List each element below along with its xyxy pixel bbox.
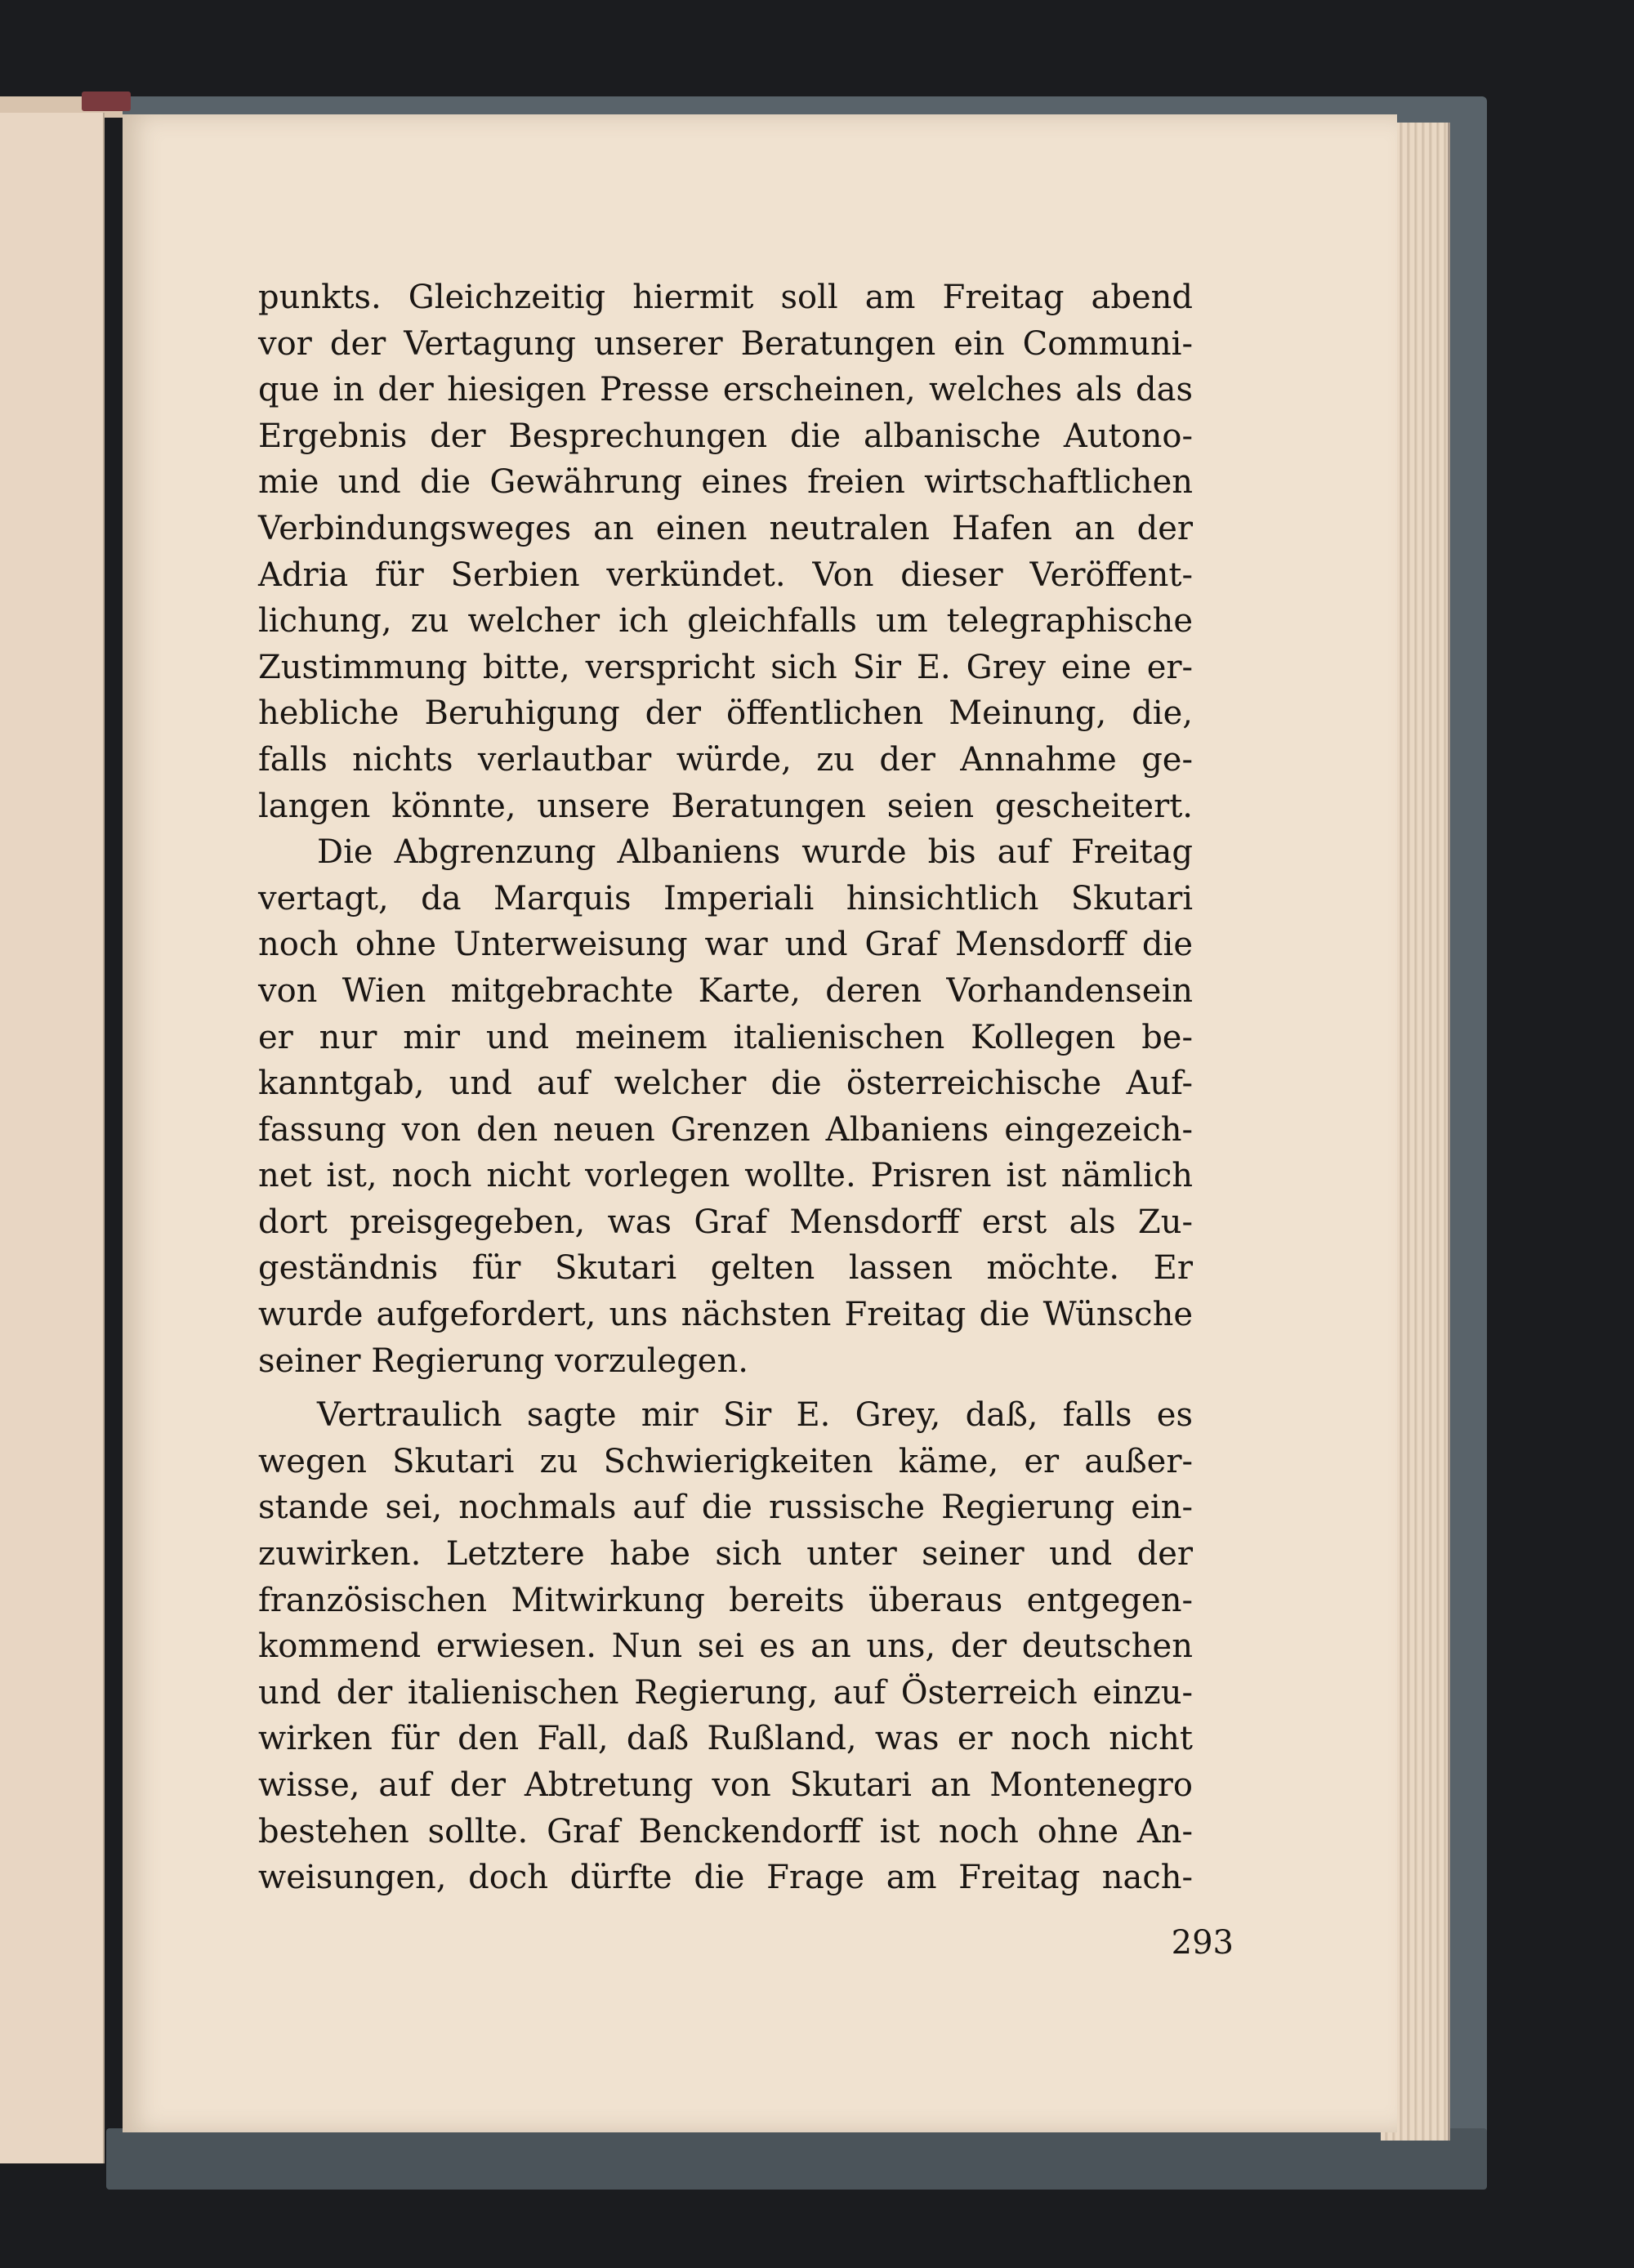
text-line: zuwirken. Letztere habe sich unter seiner und der xyxy=(258,1535,1193,1574)
page-number: 293 xyxy=(1171,1924,1234,1962)
text-line: fassung von den neuen Grenzen Albaniens eingezeich- xyxy=(258,1110,1193,1149)
text-line: er nur mir und meinem italienischen Kollegen be- xyxy=(258,1018,1193,1056)
text-line: wegen Skutari zu Schwierigkeiten käme, er außer- xyxy=(258,1442,1193,1480)
text-line: Vertraulich sagte mir Sir E. Grey, daß, falls es xyxy=(317,1396,1193,1435)
text-line: Die Abgrenzung Albaniens wurde bis auf Freitag xyxy=(317,833,1193,872)
text-line: Ergebnis der Besprechungen die albanische Autono- xyxy=(258,417,1193,455)
text-line: bestehen sollte. Graf Benckendorff ist noch ohne An- xyxy=(258,1812,1193,1851)
text-line: wirken für den Fall, daß Rußland, was er noch nicht xyxy=(258,1720,1193,1758)
text-line: und der italienischen Regierung, auf Österreich einzu- xyxy=(258,1673,1193,1712)
text-line: hebliche Beruhigung der öffentlichen Meinung, die, xyxy=(258,694,1193,733)
text-line: falls nichts verlautbar würde, zu der Annahme ge- xyxy=(258,740,1193,779)
text-line: noch ohne Unterweisung war und Graf Mensdorff die xyxy=(258,926,1193,964)
text-line: punkts. Gleichzeitig hiermit soll am Freitag abend xyxy=(258,279,1193,316)
left-page xyxy=(0,113,105,2163)
text-line: von Wien mitgebrachte Karte, deren Vorhandensein xyxy=(258,971,1193,1010)
spine-headband xyxy=(82,92,131,111)
text-line: geständnis für Skutari gelten lassen möchte. Er xyxy=(258,1249,1193,1288)
text-line: lichung, zu welcher ich gleichfalls um telegraphische xyxy=(258,602,1193,641)
paragraph-gap xyxy=(258,1384,1193,1392)
text-line: net ist, noch nicht vorlegen wollte. Prisren ist nämlich xyxy=(258,1157,1193,1195)
text-line: wisse, auf der Abtretung von Skutari an Montenegro xyxy=(258,1766,1193,1804)
text-line: kanntgab, und auf welcher die österreichische Auf- xyxy=(258,1065,1193,1103)
text-line: seiner Regierung vorzulegen. xyxy=(258,1342,748,1380)
text-line: kommend erwiesen. Nun sei es an uns, der deutschen xyxy=(258,1627,1193,1666)
text-line: französischen Mitwirkung bereits überaus entgegen- xyxy=(258,1581,1193,1619)
text-line: que in der hiesigen Presse erscheinen, welches als das xyxy=(258,371,1193,409)
body-text xyxy=(258,275,1193,1901)
text-line: weisungen, doch dürfte die Frage am Freitag nach- xyxy=(258,1859,1193,1897)
text-line: vor der Vertagung unserer Beratungen ein Communi- xyxy=(258,324,1193,363)
text-line: Adria für Serbien verkündet. Von dieser Veröffent- xyxy=(258,556,1193,594)
book-cover-bottom-edge xyxy=(106,2128,1487,2190)
text-line: stande sei, nochmals auf die russische Regierung ein- xyxy=(258,1489,1193,1527)
text-line: mie und die Gewährung eines freien wirtschaftlichen xyxy=(258,463,1193,502)
text-line: dort preisgegeben, was Graf Mensdorff erst als Zu- xyxy=(258,1203,1193,1241)
book-page xyxy=(123,114,1397,2132)
text-line: vertagt, da Marquis Imperiali hinsichtlich Skutari xyxy=(258,879,1193,917)
text-line: langen könnte, unsere Beratungen seien gescheitert. xyxy=(258,787,1193,825)
text-line: Verbindungsweges an einen neutralen Hafen an der xyxy=(258,509,1193,547)
text-line: Zustimmung bitte, verspricht sich Sir E. Grey eine er- xyxy=(258,648,1193,686)
text-line: wurde aufgefordert, uns nächsten Freitag die Wünsche xyxy=(258,1296,1193,1334)
